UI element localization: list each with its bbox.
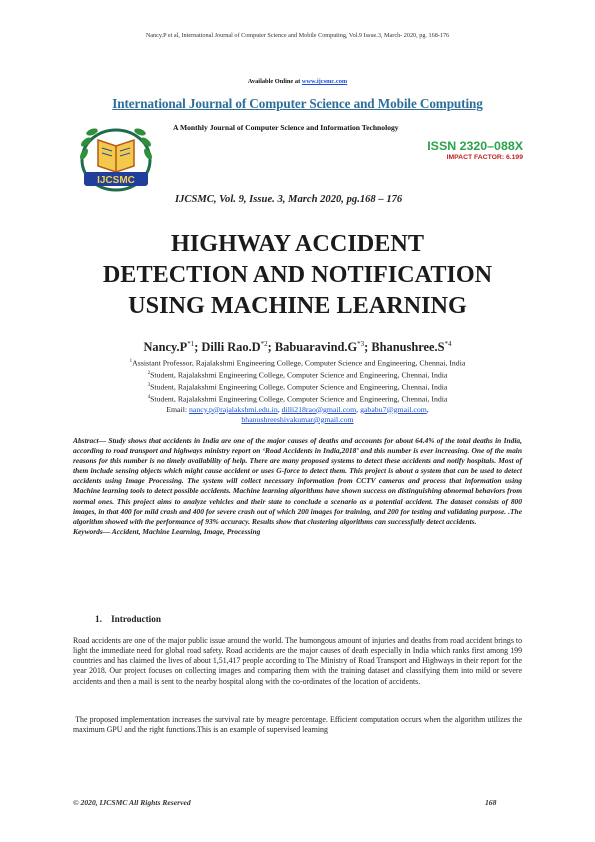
affiliation-text: Student, Rajalakshmi Engineering College, Computer Science and Engineering, Chennai, India [150,382,448,392]
author-list [0,340,595,355]
affiliation-text: Assistant Professor, Rajalakshmi Engineering College, Computer Science and Engineering, Chennai, India [132,358,466,368]
email-link[interactable]: bhanushreeshivakumar@gmail.com [241,414,354,424]
author-separator: ; [267,340,275,355]
section-heading: 1. Introduction [95,614,161,624]
journal-logo [70,110,162,202]
journal-tagline: A Monthly Journal of Computer Science and Information Technology [173,123,399,132]
email-link[interactable]: gababu7@gmail.com [360,404,427,414]
author-sup: *1 [187,340,195,348]
affiliation-sup: 1 [129,359,133,364]
email-line [0,415,595,425]
email-link[interactable]: dilli218rao@gmail.com [281,404,357,414]
page-number: 168 [485,798,497,807]
abstract-text: Abstract— Study shows that accidents in India are one of the major causes of deaths and accounts for about 64.4% of the total deaths in India, according to road transport and highways ministry report on ‘Road Accidents in India,2018’ and this number is ever increasing. One of the main reasons for this number is no timely availability of help. There are many proposed systems to detect these accidents and notify hospitals. Most of them include sensing objects which might cause accident or uses G-force to detect them. This project is about a system that can be used to detect accidents using Image Processing. The system will collect necessary information from CCTV cameras and process that information using Machine learning tools to detect possible accidents. Machine learning algorithms have shown success on distinguishing abnormal behaviors from normal ones. This project aims to analyze vehicles and their state to conclude a scenario as a potential accident. The dataset consists of 800 images, in that 400 for mild crash and 400 for severe crash out of which 200 images for training, and 200 for testing and validating purpose. .The algorithm showed with the performance of 93% accuracy. Results show that clustering algorithms can successfully detect accidents. [73,436,522,526]
email-link[interactable]: nancy.p@rajalakshmi.edu.in [188,404,278,414]
affiliation-line [0,357,595,369]
email-label: Email: [166,404,189,414]
availability-prefix: Available Online at [247,78,302,85]
issn-label: ISSN 2320–088X [427,139,523,153]
author-sup: *2 [260,340,268,348]
title-line: DETECTION AND NOTIFICATION [102,261,493,288]
keywords: Keywords— Accident, Machine Learning, Image, Processing [73,526,261,536]
body-paragraph: Road accidents are one of the major public issue around the world. The humongous amount of injuries and deaths from road accident brings to light the immediate need for global road safety. Road accidents are the major causes of death especially in India which ranks first among 199 countries and has claimed the lives of about 1,51,417 people according to The Ministry of Road Transport and Highways in their report for the year 2018. Our project focuses on collecting images and comparing them with the training dataset and classifying them into mild or severe accidents and then a mail is sent to the nearby hospital along with the co-ordinates of the location of accidents. [73,636,522,686]
author-separator: ; [194,340,202,355]
journal-website-link[interactable]: www.ijcsmc.com [301,78,348,85]
book-icon [98,140,134,172]
affiliation-line [0,393,595,405]
author-separator: ; [364,340,372,355]
body-paragraph: The proposed implementation increases the survival rate by meagre percentage. Efficient computation occurs when the algorithm utilizes the maximum GPU and the right functions.This is an example of supervised learning [73,715,524,735]
title-line: HIGHWAY ACCIDENT [171,230,424,257]
abstract-block [73,436,522,537]
copyright-footer: © 2020, IJCSMC All Rights Reserved [73,798,191,807]
author-sup: *3 [357,340,365,348]
journal-name: International Journal of Computer Science and Mobile Computing [112,96,483,111]
email-line: Email: nancy.p@rajalakshmi.edu.in, dilli218rao@gmail.com, gababu7@gmail.com, [166,404,429,414]
author-name: Bhanushree.S [371,340,445,355]
author-sup: *4 [444,340,452,348]
svg-text:IJCSMC: IJCSMC [97,175,135,186]
impact-factor-label: IMPACT FACTOR: 6.199 [446,154,523,161]
title-line: USING MACHINE LEARNING [128,292,467,319]
running-head: Nancy.P et al, International Journal of Computer Science and Mobile Computing, Vol.9 Issue.3, March- 2020, pg. 168-176 [145,32,450,39]
affiliation-sup: 3 [147,382,151,388]
affiliation-text: Student, Rajalakshmi Engineering College, Computer Science and Engineering, Chennai, India [150,370,448,380]
availability-line [0,78,595,85]
paper-title [0,228,595,321]
author-name: Babuaravind.G [274,340,358,355]
affiliation-text: Student, Rajalakshmi Engineering College, Computer Science and Engineering, Chennai, India [150,394,448,404]
author-name: Dilli Rao.D [201,340,261,355]
affiliation-line [0,369,595,381]
affiliation-line [0,381,595,393]
volume-info: IJCSMC, Vol. 9, Issue. 3, March 2020, pg.168 – 176 [175,194,403,205]
affiliation-sup: 4 [147,394,151,400]
affiliations [0,357,595,425]
affiliation-sup: 2 [147,370,151,376]
author-name: Nancy.P [143,340,188,355]
